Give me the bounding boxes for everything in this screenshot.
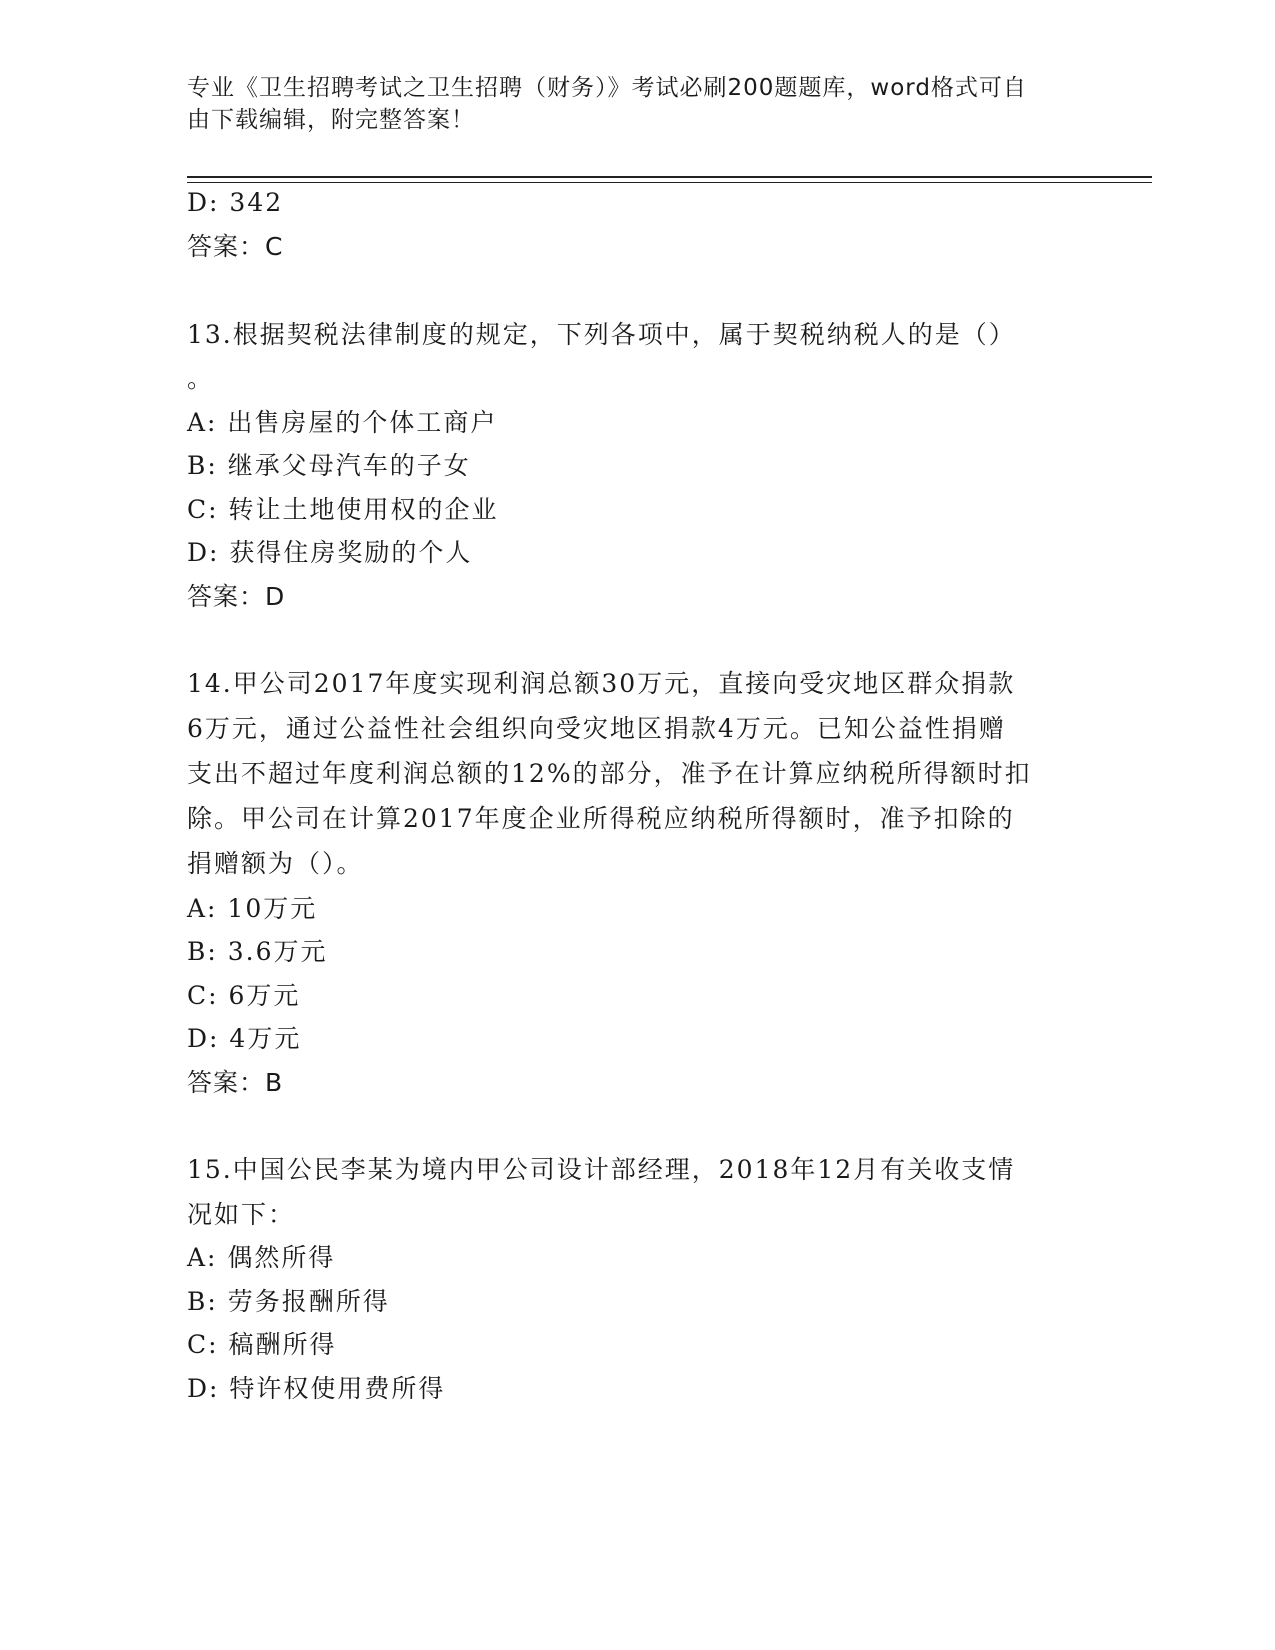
q14-option-a: A: 10万元 bbox=[187, 894, 318, 923]
q13-option-c: C: 转让土地使用权的企业 bbox=[187, 495, 499, 524]
header-line-2: 由下载编辑，附完整答案！ bbox=[187, 107, 475, 133]
page-header bbox=[187, 72, 1067, 136]
q15-option-b: B: 劳务报酬所得 bbox=[187, 1287, 390, 1316]
q15-option-a: A: 偶然所得 bbox=[187, 1243, 336, 1272]
q14-stem-line-5: 捐赠额为（）。 bbox=[187, 849, 364, 878]
q13-option-a: A: 出售房屋的个体工商户 bbox=[187, 408, 498, 437]
q14-stem-line-3: 支出不超过年度利润总额的12%的部分，准予在计算应纳税所得额时扣 bbox=[187, 759, 1032, 788]
prev-answer: 答案：C bbox=[187, 232, 284, 261]
q15-option-d: D: 特许权使用费所得 bbox=[187, 1374, 446, 1403]
q14-option-b: B: 3.6万元 bbox=[187, 937, 328, 966]
q15-option-c: C: 稿酬所得 bbox=[187, 1330, 337, 1359]
header-divider-thin bbox=[187, 182, 1152, 183]
q14-option-c: C: 6万元 bbox=[187, 981, 301, 1010]
q13-option-d: D: 获得住房奖励的个人 bbox=[187, 538, 473, 567]
q14-stem-line-4: 除。甲公司在计算2017年度企业所得税应纳税所得额时，准予扣除的 bbox=[187, 804, 1015, 833]
q15-stem-line-1: 15.中国公民李某为境内甲公司设计部经理，2018年12月有关收支情 bbox=[187, 1155, 1016, 1184]
q13-answer: 答案：D bbox=[187, 582, 286, 611]
q15-stem-line-2: 况如下： bbox=[187, 1200, 296, 1229]
q14-option-d: D: 4万元 bbox=[187, 1024, 302, 1053]
prev-option-d: D: 342 bbox=[187, 188, 284, 217]
header-divider-thick bbox=[187, 176, 1152, 178]
q13-stem-line-1: 13.根据契税法律制度的规定，下列各项中，属于契税纳税人的是（） bbox=[187, 320, 1016, 349]
q13-option-b: B: 继承父母汽车的子女 bbox=[187, 451, 471, 480]
q13-stem-line-2: 。 bbox=[187, 364, 215, 393]
q14-stem-line-2: 6万元，通过公益性社会组织向受灾地区捐款4万元。已知公益性捐赠 bbox=[187, 714, 1006, 743]
q14-stem-line-1: 14.甲公司2017年度实现利润总额30万元，直接向受灾地区群众捐款 bbox=[187, 669, 1016, 698]
q14-answer: 答案：B bbox=[187, 1068, 284, 1097]
header-line-1: 专业《卫生招聘考试之卫生招聘（财务）》考试必刷200题题库，word格式可自 bbox=[187, 75, 1027, 101]
